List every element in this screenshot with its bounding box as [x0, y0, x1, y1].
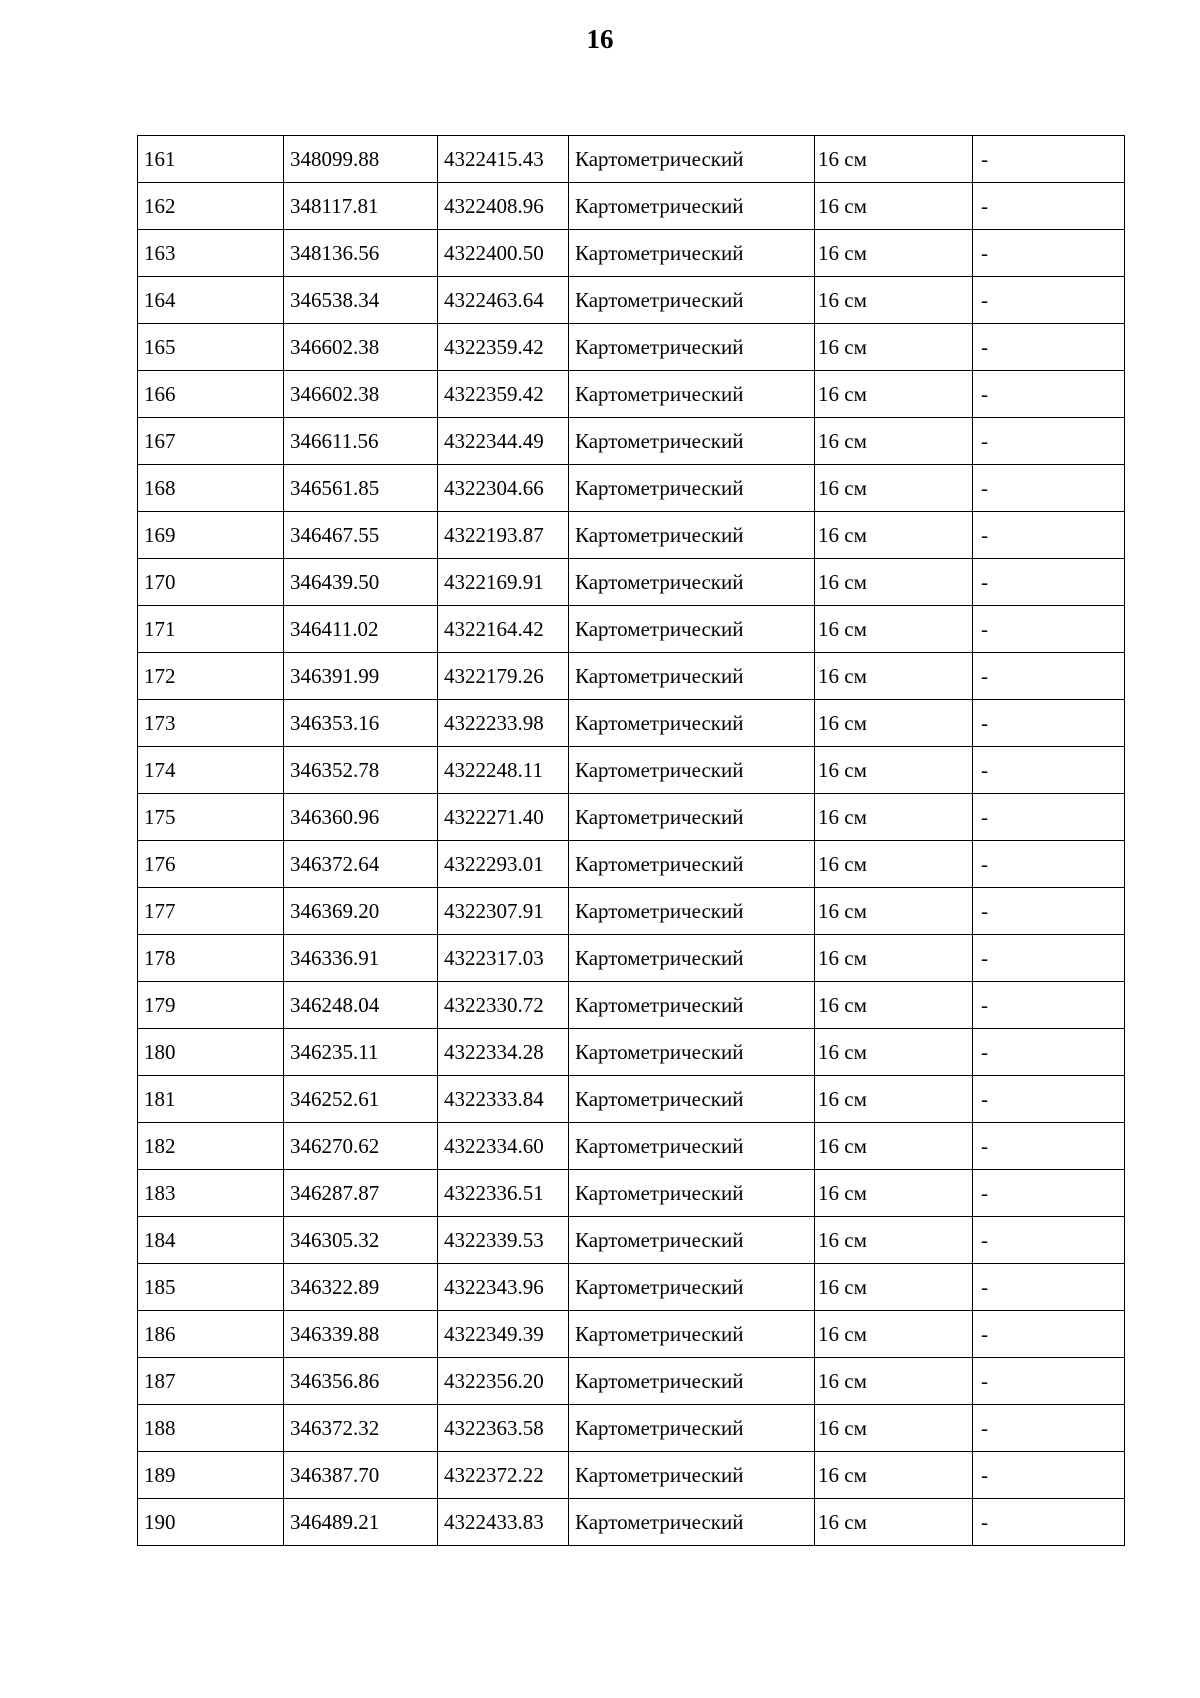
- note-cell: -: [973, 465, 1125, 512]
- accuracy-cell: 16 см: [815, 371, 973, 418]
- y-coordinate-cell: 4322400.50: [438, 230, 569, 277]
- accuracy-cell: 16 см: [815, 794, 973, 841]
- table-row: [138, 1499, 1125, 1546]
- method-cell: Картометрический: [569, 935, 815, 982]
- y-coordinate-cell: 4322363.58: [438, 1405, 569, 1452]
- note-cell: -: [973, 1499, 1125, 1546]
- y-coordinate-cell: 4322271.40: [438, 794, 569, 841]
- accuracy-cell: 16 см: [815, 418, 973, 465]
- point-number-cell: 168: [138, 465, 284, 512]
- note-cell: -: [973, 1029, 1125, 1076]
- point-number-cell: 188: [138, 1405, 284, 1452]
- point-number-cell: 181: [138, 1076, 284, 1123]
- method-cell: Картометрический: [569, 1029, 815, 1076]
- table-row: [138, 512, 1125, 559]
- table-row: [138, 371, 1125, 418]
- y-coordinate-cell: 4322372.22: [438, 1452, 569, 1499]
- method-cell: Картометрический: [569, 1405, 815, 1452]
- note-cell: -: [973, 1358, 1125, 1405]
- accuracy-cell: 16 см: [815, 888, 973, 935]
- x-coordinate-cell: 346602.38: [284, 324, 438, 371]
- point-number-cell: 173: [138, 700, 284, 747]
- accuracy-cell: 16 см: [815, 136, 973, 183]
- page-number: 16: [586, 24, 614, 54]
- method-cell: Картометрический: [569, 1264, 815, 1311]
- accuracy-cell: 16 см: [815, 1029, 973, 1076]
- method-cell: Картометрический: [569, 841, 815, 888]
- point-number-cell: 190: [138, 1499, 284, 1546]
- table-row: [138, 982, 1125, 1029]
- accuracy-cell: 16 см: [815, 1076, 973, 1123]
- x-coordinate-cell: 346467.55: [284, 512, 438, 559]
- method-cell: Картометрический: [569, 230, 815, 277]
- table-row: [138, 1076, 1125, 1123]
- point-number-cell: 189: [138, 1452, 284, 1499]
- note-cell: -: [973, 1405, 1125, 1452]
- table-row: [138, 653, 1125, 700]
- method-cell: Картометрический: [569, 559, 815, 606]
- note-cell: -: [973, 841, 1125, 888]
- method-cell: Картометрический: [569, 700, 815, 747]
- y-coordinate-cell: 4322330.72: [438, 982, 569, 1029]
- x-coordinate-cell: 346611.56: [284, 418, 438, 465]
- table-row: [138, 418, 1125, 465]
- table-body: [138, 136, 1125, 1546]
- point-number-cell: 170: [138, 559, 284, 606]
- y-coordinate-cell: 4322359.42: [438, 324, 569, 371]
- y-coordinate-cell: 4322179.26: [438, 653, 569, 700]
- method-cell: Картометрический: [569, 1076, 815, 1123]
- y-coordinate-cell: 4322415.43: [438, 136, 569, 183]
- table-row: [138, 183, 1125, 230]
- note-cell: -: [973, 653, 1125, 700]
- x-coordinate-cell: 346372.32: [284, 1405, 438, 1452]
- table-row: [138, 1123, 1125, 1170]
- accuracy-cell: 16 см: [815, 277, 973, 324]
- note-cell: -: [973, 1170, 1125, 1217]
- method-cell: Картометрический: [569, 183, 815, 230]
- point-number-cell: 175: [138, 794, 284, 841]
- x-coordinate-cell: 346489.21: [284, 1499, 438, 1546]
- note-cell: -: [973, 418, 1125, 465]
- point-number-cell: 180: [138, 1029, 284, 1076]
- table-row: [138, 1217, 1125, 1264]
- method-cell: Картометрический: [569, 794, 815, 841]
- point-number-cell: 174: [138, 747, 284, 794]
- y-coordinate-cell: 4322343.96: [438, 1264, 569, 1311]
- note-cell: -: [973, 935, 1125, 982]
- x-coordinate-cell: 346252.61: [284, 1076, 438, 1123]
- table-row: [138, 700, 1125, 747]
- x-coordinate-cell: 348136.56: [284, 230, 438, 277]
- table-row: [138, 1358, 1125, 1405]
- x-coordinate-cell: 346356.86: [284, 1358, 438, 1405]
- table-row: [138, 794, 1125, 841]
- point-number-cell: 163: [138, 230, 284, 277]
- coordinates-table: [137, 135, 1125, 1546]
- accuracy-cell: 16 см: [815, 1405, 973, 1452]
- y-coordinate-cell: 4322164.42: [438, 606, 569, 653]
- note-cell: -: [973, 1217, 1125, 1264]
- y-coordinate-cell: 4322433.83: [438, 1499, 569, 1546]
- accuracy-cell: 16 см: [815, 183, 973, 230]
- y-coordinate-cell: 4322349.39: [438, 1311, 569, 1358]
- y-coordinate-cell: 4322169.91: [438, 559, 569, 606]
- note-cell: -: [973, 794, 1125, 841]
- x-coordinate-cell: 346561.85: [284, 465, 438, 512]
- accuracy-cell: 16 см: [815, 465, 973, 512]
- table-row: [138, 1311, 1125, 1358]
- x-coordinate-cell: 346339.88: [284, 1311, 438, 1358]
- x-coordinate-cell: 346439.50: [284, 559, 438, 606]
- accuracy-cell: 16 см: [815, 747, 973, 794]
- note-cell: -: [973, 606, 1125, 653]
- note-cell: -: [973, 1076, 1125, 1123]
- point-number-cell: 183: [138, 1170, 284, 1217]
- method-cell: Картометрический: [569, 136, 815, 183]
- accuracy-cell: 16 см: [815, 1170, 973, 1217]
- accuracy-cell: 16 см: [815, 653, 973, 700]
- point-number-cell: 161: [138, 136, 284, 183]
- note-cell: -: [973, 324, 1125, 371]
- method-cell: Картометрический: [569, 465, 815, 512]
- method-cell: Картометрический: [569, 512, 815, 559]
- note-cell: -: [973, 559, 1125, 606]
- y-coordinate-cell: 4322356.20: [438, 1358, 569, 1405]
- accuracy-cell: 16 см: [815, 1217, 973, 1264]
- method-cell: Картометрический: [569, 277, 815, 324]
- note-cell: -: [973, 230, 1125, 277]
- method-cell: Картометрический: [569, 747, 815, 794]
- accuracy-cell: 16 см: [815, 324, 973, 371]
- table-row: [138, 324, 1125, 371]
- table-row: [138, 1029, 1125, 1076]
- point-number-cell: 164: [138, 277, 284, 324]
- x-coordinate-cell: 348117.81: [284, 183, 438, 230]
- x-coordinate-cell: 346372.64: [284, 841, 438, 888]
- y-coordinate-cell: 4322248.11: [438, 747, 569, 794]
- accuracy-cell: 16 см: [815, 1358, 973, 1405]
- accuracy-cell: 16 см: [815, 1499, 973, 1546]
- point-number-cell: 178: [138, 935, 284, 982]
- y-coordinate-cell: 4322463.64: [438, 277, 569, 324]
- method-cell: Картометрический: [569, 371, 815, 418]
- x-coordinate-cell: 346391.99: [284, 653, 438, 700]
- point-number-cell: 182: [138, 1123, 284, 1170]
- point-number-cell: 171: [138, 606, 284, 653]
- point-number-cell: 187: [138, 1358, 284, 1405]
- method-cell: Картометрический: [569, 653, 815, 700]
- accuracy-cell: 16 см: [815, 512, 973, 559]
- y-coordinate-cell: 4322344.49: [438, 418, 569, 465]
- accuracy-cell: 16 см: [815, 1123, 973, 1170]
- table-row: [138, 1264, 1125, 1311]
- method-cell: Картометрический: [569, 1452, 815, 1499]
- note-cell: -: [973, 747, 1125, 794]
- table-row: [138, 1170, 1125, 1217]
- y-coordinate-cell: 4322307.91: [438, 888, 569, 935]
- point-number-cell: 167: [138, 418, 284, 465]
- y-coordinate-cell: 4322359.42: [438, 371, 569, 418]
- y-coordinate-cell: 4322334.28: [438, 1029, 569, 1076]
- accuracy-cell: 16 см: [815, 1452, 973, 1499]
- method-cell: Картометрический: [569, 888, 815, 935]
- table-row: [138, 559, 1125, 606]
- table-row: [138, 136, 1125, 183]
- table-row: [138, 230, 1125, 277]
- point-number-cell: 162: [138, 183, 284, 230]
- note-cell: -: [973, 183, 1125, 230]
- method-cell: Картометрический: [569, 418, 815, 465]
- accuracy-cell: 16 см: [815, 1264, 973, 1311]
- accuracy-cell: 16 см: [815, 230, 973, 277]
- point-number-cell: 169: [138, 512, 284, 559]
- method-cell: Картометрический: [569, 1499, 815, 1546]
- x-coordinate-cell: 346287.87: [284, 1170, 438, 1217]
- y-coordinate-cell: 4322293.01: [438, 841, 569, 888]
- method-cell: Картометрический: [569, 1311, 815, 1358]
- point-number-cell: 186: [138, 1311, 284, 1358]
- accuracy-cell: 16 см: [815, 559, 973, 606]
- x-coordinate-cell: 348099.88: [284, 136, 438, 183]
- accuracy-cell: 16 см: [815, 841, 973, 888]
- point-number-cell: 177: [138, 888, 284, 935]
- method-cell: Картометрический: [569, 1170, 815, 1217]
- table-row: [138, 277, 1125, 324]
- note-cell: -: [973, 512, 1125, 559]
- note-cell: -: [973, 982, 1125, 1029]
- note-cell: -: [973, 1311, 1125, 1358]
- method-cell: Картометрический: [569, 1358, 815, 1405]
- y-coordinate-cell: 4322317.03: [438, 935, 569, 982]
- method-cell: Картометрический: [569, 1217, 815, 1264]
- point-number-cell: 165: [138, 324, 284, 371]
- x-coordinate-cell: 346538.34: [284, 277, 438, 324]
- y-coordinate-cell: 4322334.60: [438, 1123, 569, 1170]
- table-row: [138, 888, 1125, 935]
- point-number-cell: 172: [138, 653, 284, 700]
- accuracy-cell: 16 см: [815, 700, 973, 747]
- table-row: [138, 747, 1125, 794]
- point-number-cell: 185: [138, 1264, 284, 1311]
- x-coordinate-cell: 346387.70: [284, 1452, 438, 1499]
- method-cell: Картометрический: [569, 1123, 815, 1170]
- x-coordinate-cell: 346270.62: [284, 1123, 438, 1170]
- x-coordinate-cell: 346411.02: [284, 606, 438, 653]
- note-cell: -: [973, 888, 1125, 935]
- x-coordinate-cell: 346602.38: [284, 371, 438, 418]
- table-row: [138, 1452, 1125, 1499]
- note-cell: -: [973, 136, 1125, 183]
- point-number-cell: 166: [138, 371, 284, 418]
- y-coordinate-cell: 4322304.66: [438, 465, 569, 512]
- accuracy-cell: 16 см: [815, 982, 973, 1029]
- method-cell: Картометрический: [569, 982, 815, 1029]
- y-coordinate-cell: 4322408.96: [438, 183, 569, 230]
- x-coordinate-cell: 346353.16: [284, 700, 438, 747]
- accuracy-cell: 16 см: [815, 606, 973, 653]
- note-cell: -: [973, 277, 1125, 324]
- note-cell: -: [973, 1264, 1125, 1311]
- accuracy-cell: 16 см: [815, 935, 973, 982]
- method-cell: Картометрический: [569, 324, 815, 371]
- x-coordinate-cell: 346248.04: [284, 982, 438, 1029]
- table-row: [138, 841, 1125, 888]
- table-row: [138, 606, 1125, 653]
- note-cell: -: [973, 1452, 1125, 1499]
- y-coordinate-cell: 4322336.51: [438, 1170, 569, 1217]
- table-row: [138, 1405, 1125, 1452]
- y-coordinate-cell: 4322339.53: [438, 1217, 569, 1264]
- y-coordinate-cell: 4322333.84: [438, 1076, 569, 1123]
- note-cell: -: [973, 371, 1125, 418]
- x-coordinate-cell: 346369.20: [284, 888, 438, 935]
- table-row: [138, 935, 1125, 982]
- x-coordinate-cell: 346235.11: [284, 1029, 438, 1076]
- x-coordinate-cell: 346305.32: [284, 1217, 438, 1264]
- y-coordinate-cell: 4322233.98: [438, 700, 569, 747]
- note-cell: -: [973, 1123, 1125, 1170]
- point-number-cell: 176: [138, 841, 284, 888]
- x-coordinate-cell: 346336.91: [284, 935, 438, 982]
- accuracy-cell: 16 см: [815, 1311, 973, 1358]
- table-row: [138, 465, 1125, 512]
- y-coordinate-cell: 4322193.87: [438, 512, 569, 559]
- point-number-cell: 179: [138, 982, 284, 1029]
- point-number-cell: 184: [138, 1217, 284, 1264]
- x-coordinate-cell: 346322.89: [284, 1264, 438, 1311]
- method-cell: Картометрический: [569, 606, 815, 653]
- x-coordinate-cell: 346352.78: [284, 747, 438, 794]
- note-cell: -: [973, 700, 1125, 747]
- x-coordinate-cell: 346360.96: [284, 794, 438, 841]
